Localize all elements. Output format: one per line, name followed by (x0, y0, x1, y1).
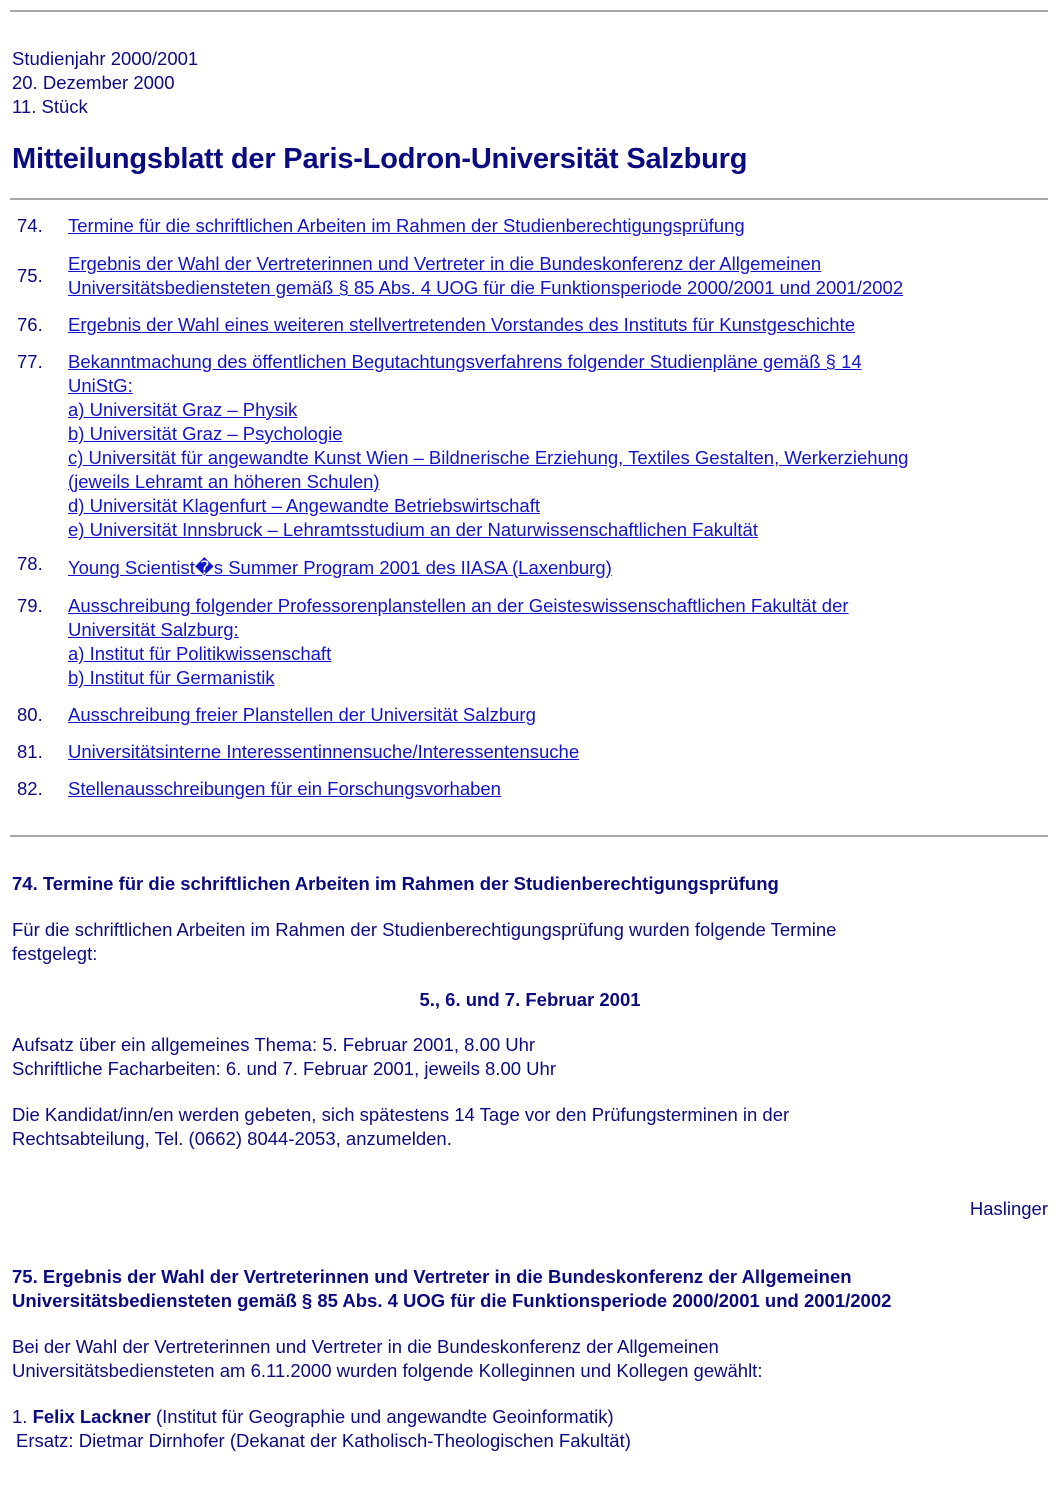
toc-item-78 (10, 553, 1050, 580)
intro-line: Für die schriftlichen Arbeiten im Rahmen der Studienberechtigungsprüfung wurden folgende Termine (12, 919, 837, 940)
toc-number: 80. (17, 704, 43, 725)
title-rule (10, 198, 1048, 200)
toc-link[interactable]: Ergebnis der Wahl eines weiteren stellvertretenden Vorstandes des Instituts für Kunstgeschichte (68, 314, 856, 335)
toc-item-81 (10, 740, 1050, 764)
section-74-intro (12, 918, 1048, 966)
registration-note (12, 1103, 1048, 1151)
toc-link[interactable]: UniStG: (68, 375, 133, 396)
intro-line: festgelegt: (12, 943, 98, 964)
toc-link[interactable]: b) Institut für Germanistik (68, 667, 275, 688)
toc-number: 74. (17, 215, 43, 236)
intro-line: Universitätsbediensteten am 6.11.2000 wurden folgende Kolleginnen und Kollegen gewählt: (12, 1360, 763, 1381)
toc-number: 77. (17, 351, 43, 372)
toc-item-75 (10, 252, 1050, 300)
entry-number: 1. (12, 1406, 28, 1427)
toc-link[interactable]: a) Universität Graz – Physik (68, 399, 298, 420)
toc-link[interactable]: Ausschreibung freier Planstellen der Universität Salzburg (68, 704, 536, 725)
section-74 (12, 872, 1048, 1221)
toc-item-76 (10, 313, 1050, 337)
top-rule (10, 10, 1048, 12)
toc-number: 75. (17, 265, 43, 286)
toc-link[interactable]: Ausschreibung folgender Professorenplanstellen an der Geisteswissenschaftlichen Fakultät der (68, 595, 849, 616)
studienjahr: Studienjahr 2000/2001 (12, 48, 199, 69)
toc-link[interactable]: d) Universität Klagenfurt – Angewandte Betriebswirtschaft (68, 495, 540, 516)
toc-link[interactable]: Ergebnis der Wahl der Vertreterinnen und Vertreter in die Bundeskonferenz der Allgemeinen (68, 253, 822, 274)
toc-item-80 (10, 703, 1050, 727)
intro-line: Bei der Wahl der Vertreterinnen und Vertreter in die Bundeskonferenz der Allgemeinen (12, 1336, 719, 1357)
entry-institute: (Institut für Geographie und angewandte Geoinformatik) (155, 1406, 614, 1427)
toc-link[interactable]: Universität Salzburg: (68, 619, 239, 640)
table-of-contents (10, 214, 1050, 801)
toc-link[interactable]: Universitätsbediensteten gemäß § 85 Abs. 4 UOG für die Funktionsperiode 2000/2001 und 2001/2002 (68, 277, 904, 298)
entry-substitute: Ersatz: Dietmar Dirnhofer (Dekanat der Katholisch-Theologischen Fakultät) (16, 1430, 631, 1451)
toc-number: 78. (17, 553, 43, 574)
section-75 (12, 1265, 1048, 1453)
entry-name: Felix Lackner (32, 1406, 151, 1427)
schedule-aufsatz: Aufsatz über ein allgemeines Thema: 5. Februar 2001, 8.00 Uhr (12, 1034, 536, 1055)
toc-link[interactable]: Bekanntmachung des öffentlichen Begutachtungsverfahrens folgender Studienpläne gemäß § 14 (68, 351, 862, 372)
toc-link[interactable]: e) Universität Innsbruck – Lehramtsstudium an der Naturwissenschaftlichen Fakultät (68, 519, 758, 540)
signature: Haslinger (969, 1198, 1048, 1219)
toc-link[interactable]: a) Institut für Politikwissenschaft (68, 643, 332, 664)
exam-dates: 5., 6. und 7. Februar 2001 (419, 989, 641, 1010)
page-title: Mitteilungsblatt der Paris-Lodron-Universität Salzburg (12, 143, 748, 175)
schedule-fach: Schriftliche Facharbeiten: 6. und 7. Februar 2001, jeweils 8.00 Uhr (12, 1058, 556, 1079)
toc-rule (10, 835, 1048, 837)
toc-number: 82. (17, 778, 43, 799)
toc-number: 79. (17, 595, 43, 616)
toc-item-77 (10, 350, 1050, 542)
toc-link[interactable]: Stellenausschreibungen für ein Forschungsvorhaben (68, 778, 501, 799)
section-75-heading (12, 1265, 1048, 1313)
elected-entry-1 (12, 1405, 1048, 1453)
toc-link[interactable]: c) Universität für angewandte Kunst Wien – Bildnerische Erziehung, Textiles Gestalten, Werkerziehung (68, 447, 909, 468)
issue-date: 20. Dezember 2000 (12, 72, 175, 93)
toc-item-79 (10, 594, 1050, 690)
toc-link[interactable]: b) Universität Graz – Psychologie (68, 423, 343, 444)
note-line: Die Kandidat/inn/en werden gebeten, sich spätestens 14 Tage vor den Prüfungsterminen in der (12, 1104, 790, 1125)
issue-number: 11. Stück (12, 96, 88, 117)
toc-number: 81. (17, 741, 43, 762)
toc-link[interactable]: (jeweils Lehramt an höheren Schulen) (68, 471, 380, 492)
heading-line: 75. Ergebnis der Wahl der Vertreterinnen und Vertreter in die Bundeskonferenz der Allgemeinen (12, 1266, 852, 1287)
toc-item-74 (10, 214, 1050, 238)
section-75-intro (12, 1335, 1048, 1383)
heading-line: Universitätsbediensteten gemäß § 85 Abs. 4 UOG für die Funktionsperiode 2000/2001 und 2001/2002 (12, 1290, 892, 1311)
issue-meta (12, 47, 198, 119)
toc-item-82 (10, 777, 1050, 801)
schedule (12, 1033, 1048, 1081)
section-74-heading: 74. Termine für die schriftlichen Arbeiten im Rahmen der Studienberechtigungsprüfung (12, 873, 779, 894)
toc-link[interactable]: Universitätsinterne Interessentinnensuche/Interessentensuche (68, 741, 580, 762)
note-line: Rechtsabteilung, Tel. (0662) 8044-2053, anzumelden. (12, 1128, 452, 1149)
toc-link[interactable]: Termine für die schriftlichen Arbeiten im Rahmen der Studienberechtigungsprüfung (68, 215, 745, 236)
toc-link[interactable]: Young Scientist�s Summer Program 2001 des IIASA (Laxenburg) (68, 557, 612, 578)
toc-number: 76. (17, 314, 43, 335)
